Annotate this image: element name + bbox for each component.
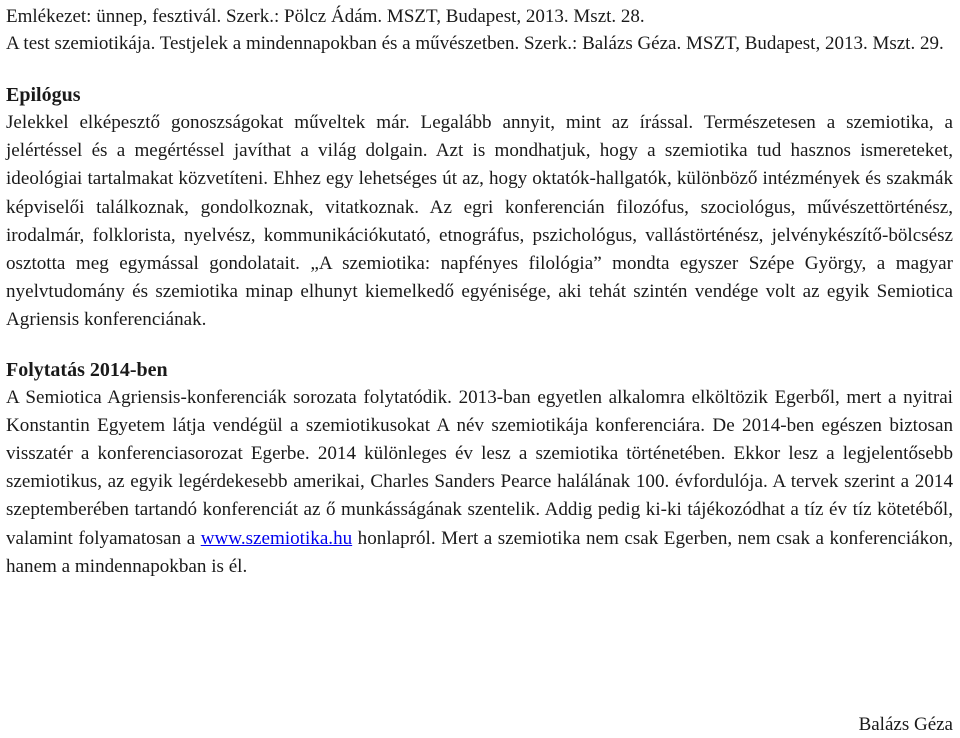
reference-item: Emlékezet: ünnep, fesztivál. Szerk.: Pölcz Ádám. MSZT, Budapest, 2013. Mszt. 28. xyxy=(6,6,645,27)
continuation-text-end: honlapról. Mert a szemiotika nem csak Egerben, nem csak a konferenciákon, hanem a mindennapokban is él. xyxy=(6,527,954,577)
epilogue-paragraph: Jelekkel elképesztő gonoszságokat műveltek már. Legalább annyit, mint az írással. Természetesen a szemiotika, a jelértéssel és a megértéssel javíthat a világ dolgain. Azt is mondhatjuk, hogy a szemiotika tud hasznos ismereteket, ideológiai tartalmakat közvetíteni. Ehhez egy lehetséges út az, hogy oktatók-hallgatók, különböző intézmények és szakmák képviselői találkoznak, gondolkoznak, vitatkoznak. Az egri konferencián filozófus, szociológus, művészettörténész, irodalmár, folklorista, nyelvész, kommunikációkutató, etnográfus, pszichológus, vallástörténész, jelvénykészítő-bölcsész osztotta meg egymással gondolatait. „A szemiotika: napfényes filológia” mondta egyszer Szépe György, a magyar nyelvtudomány és szemiotika minap elhunyt kiemelkedő egyénisége, aki tehát szintén vendége volt az egyik Semiotica Agriensis konferenciának. xyxy=(6,112,953,331)
epilogue-heading: Epilógus xyxy=(6,84,81,106)
continuation-heading: Folytatás 2014-ben xyxy=(6,358,168,381)
continuation-paragraph xyxy=(6,384,953,581)
author-signature: Balázs Géza xyxy=(858,714,953,735)
szemiotika-website-link[interactable]: www.szemiotika.hu xyxy=(200,527,353,549)
continuation-text-start: A Semiotica Agriensis-konferenciák sorozata folytatódik. 2013-ban egyetlen alkalomra elköltözik Egerből, mert a nyitrai Konstantin Egyetem látja vendégül a szemiotikusokat A név szemiotikája konferenciára. De 2014-ben egészen biztosan visszatér a konferenciasorozat Egerbe. 2014 különleges év lesz a szemiotika történetében. Ekkor lesz a legjelentősebb szemiotikus, az egyik legérdekesebb amerikai, Charles Sanders Pearce halálának 100. évfordulója. A tervek szerint a 2014 szeptemberében tartandó konferenciát az ő munkásságának szentelik. Addig pedig ki-ki tájékozódhat a tíz év tíz kötetéből, valamint folyamatosan a xyxy=(6,386,953,549)
reference-item: A test szemiotikája. Testjelek a mindennapokban és a művészetben. Szerk.: Balázs Géza. MSZT, Budapest, 2013. Mszt. 29. xyxy=(6,32,944,54)
reference-list xyxy=(6,0,953,57)
